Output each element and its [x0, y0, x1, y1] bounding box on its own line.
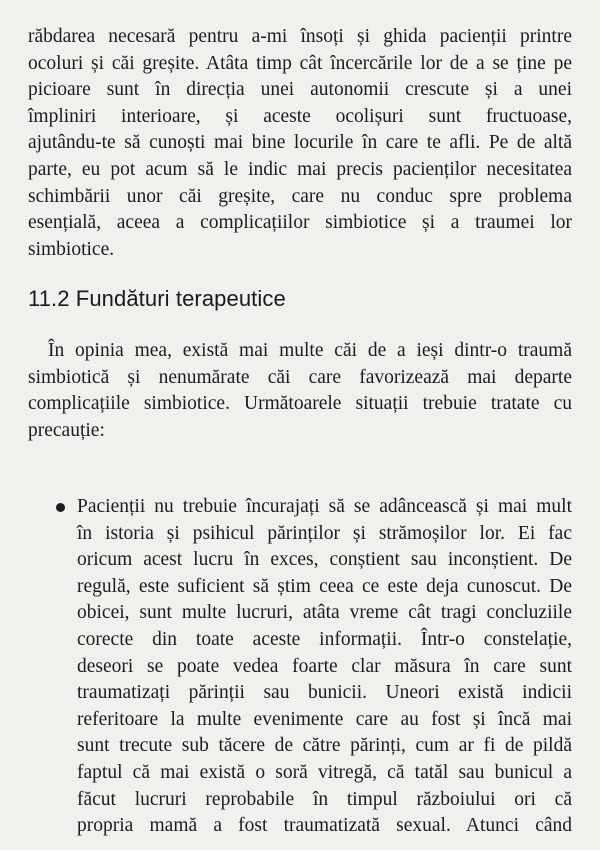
text-line: oricum acest lucru în exces, conștient sau inconștient. De: [77, 549, 572, 571]
text-line: corecte din toate aceste informații. Într-o constelație,: [77, 628, 572, 650]
text-line: propria mamă a fost traumatizată sexual. Atunci când: [77, 815, 572, 837]
text-line: referitoare la multe evenimente care au fost și încă mai: [77, 708, 572, 730]
text-line: regulă, este suficient să știm ceea ce este deja cunoscut. De: [77, 575, 572, 597]
text-line: făcut lucruri reprobabile în timpul războiului ori că: [77, 788, 572, 810]
text-line: împliniri interioare, și aceste ocolișuri sunt fructuoase,: [28, 105, 572, 127]
text-line: complicațiile simbiotice. Următoarele situații trebuie tratate cu: [28, 393, 572, 415]
bullet-icon: [56, 503, 65, 512]
paragraph-continued: [28, 24, 572, 263]
text-line: obicei, sunt multe lucruri, atâta vreme cât tragi concluziile: [77, 602, 572, 624]
bullet-text: [77, 494, 572, 840]
text-line: În opinia mea, există mai multe căi de a ieși dintr-o traumă: [48, 340, 572, 361]
text-line: răbdarea necesară pentru a-mi însoți și ghida pacienții printre: [28, 26, 572, 47]
text-line: traumatizați părinții sau bunicii. Uneori există indicii: [77, 682, 572, 704]
text-line: simbiotică și nenumărate căi care favorizează mai departe: [28, 366, 572, 388]
text-line: schimbării unor căi greșite, care nu conduc spre problema: [28, 185, 572, 207]
text-line: picioare sunt în direcția unei autonomii crescute și a unei: [28, 79, 572, 101]
text-line: în istoria și psihicul părinților și strămoșilor lor. Ei fac: [77, 522, 572, 544]
paragraph-intro: [28, 338, 572, 444]
section-heading: 11.2 Fundături terapeutice: [28, 286, 286, 311]
text-line: sunt trecute sub tăcere de către părinți, cum ar fi de pildă: [77, 735, 572, 757]
text-line: simbiotice.: [28, 238, 115, 260]
text-line: deseori se poate vedea foarte clar măsura în care sunt: [77, 655, 572, 677]
text-line: ajutându-te să cunoști mai bine locurile în care te afli. Pe de altă: [28, 132, 572, 154]
text-line: parte, eu pot acum să le indic mai precis pacienților necesitatea: [28, 158, 572, 180]
text-line: Pacienții nu trebuie încurajați să se adâncească și mai mult: [77, 496, 572, 517]
text-line: precauție:: [28, 419, 105, 441]
text-line: esențială, aceea a complicațiilor simbiotice și a traumei lor: [28, 212, 572, 234]
text-line: ocoluri și căi greșite. Atâta timp cât încercările lor de a se ține pe: [28, 52, 572, 74]
text-line: faptul că mai există o soră vitregă, că tatăl sau bunicul a: [77, 761, 572, 783]
